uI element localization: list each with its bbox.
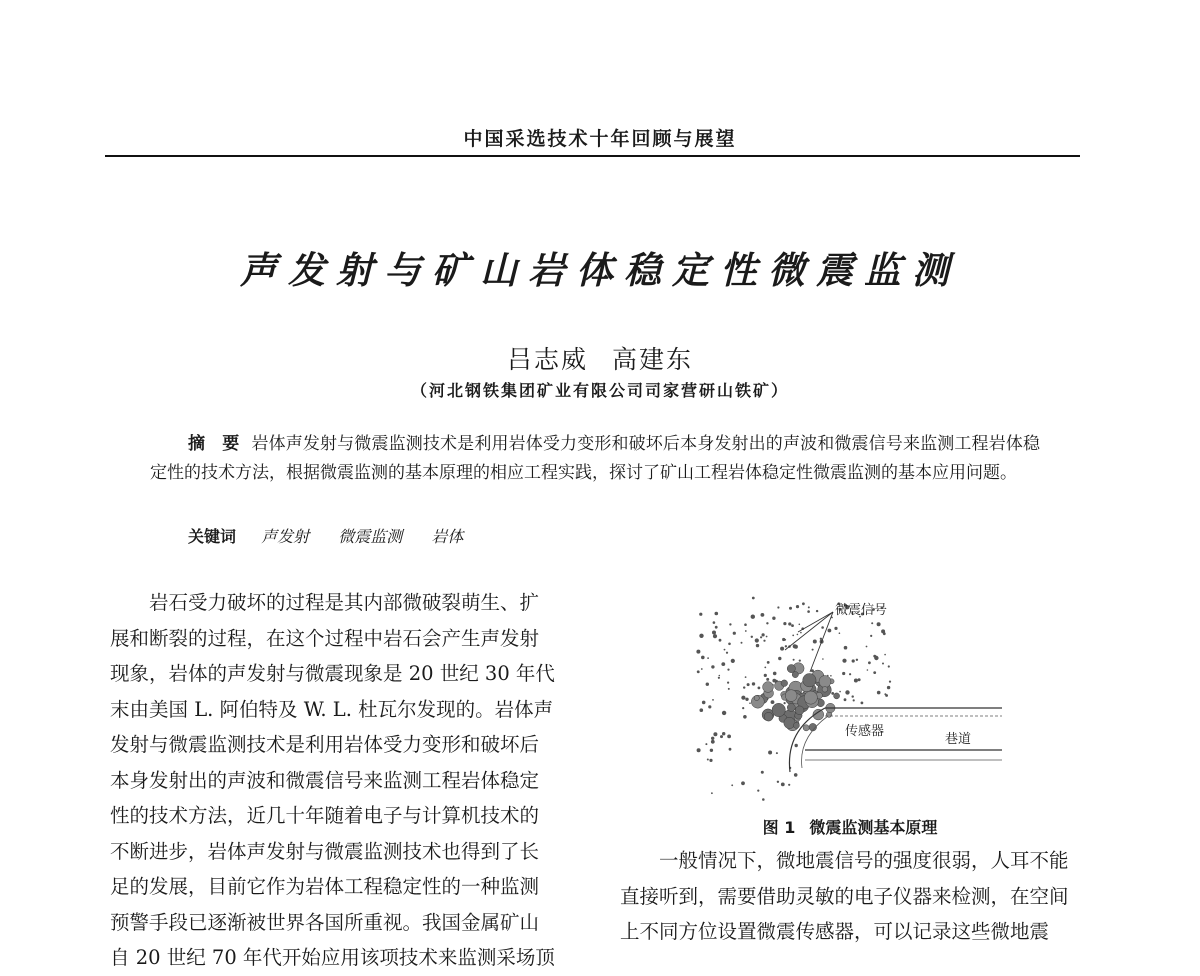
seismic-dot bbox=[866, 646, 868, 648]
seismic-dot bbox=[884, 654, 886, 656]
seismic-dot bbox=[845, 690, 849, 694]
body-line: 自 20 世纪 70 年代开始应用该项技术来监测采场顶 bbox=[110, 946, 555, 969]
seismic-dot bbox=[752, 597, 755, 600]
seismic-cluster-dot bbox=[793, 722, 799, 728]
seismic-dot bbox=[856, 659, 858, 661]
seismic-dot bbox=[700, 708, 704, 712]
seismic-dot bbox=[745, 676, 747, 678]
seismic-dot bbox=[777, 781, 779, 783]
seismic-dot bbox=[761, 771, 764, 774]
seismic-dot bbox=[699, 634, 703, 638]
seismic-dot bbox=[853, 699, 855, 701]
seismic-dot bbox=[711, 737, 714, 740]
seismic-dot bbox=[789, 607, 792, 610]
seismic-dot bbox=[794, 773, 798, 777]
seismic-cluster-dot bbox=[819, 676, 831, 688]
abstract-label: 摘 要 bbox=[188, 434, 240, 454]
seismic-dot bbox=[873, 671, 876, 674]
seismic-dot bbox=[813, 640, 817, 644]
label-tunnel: 巷道 bbox=[945, 732, 972, 747]
seismic-dot bbox=[772, 679, 776, 683]
seismic-dot bbox=[727, 735, 731, 739]
seismic-dot bbox=[781, 783, 785, 787]
seismic-dot bbox=[757, 790, 759, 792]
seismic-dot bbox=[711, 792, 713, 794]
keyword: 岩体 bbox=[431, 527, 464, 546]
seismic-dot bbox=[761, 613, 765, 617]
abstract bbox=[150, 430, 1040, 488]
seismic-dot bbox=[793, 645, 796, 648]
seismic-dot bbox=[772, 617, 775, 620]
seismic-dot bbox=[724, 649, 726, 651]
body-line: 不断进步，岩体声发射与微震监测技术也得到了长 bbox=[110, 839, 540, 863]
keyword: 微震监测 bbox=[338, 527, 403, 546]
seismic-dot bbox=[834, 627, 837, 630]
seismic-dot bbox=[852, 695, 854, 697]
seismic-dot bbox=[767, 661, 770, 664]
seismic-cluster-dot bbox=[803, 674, 816, 687]
seismic-dot bbox=[884, 693, 886, 695]
seismic-cluster-dot bbox=[787, 704, 795, 712]
seismic-dot bbox=[785, 645, 787, 647]
seismic-dot bbox=[711, 740, 715, 744]
figure-caption bbox=[620, 815, 1080, 838]
seismic-dot bbox=[696, 650, 700, 654]
seismic-dot bbox=[792, 635, 794, 637]
seismic-dot bbox=[729, 748, 732, 751]
seismic-dot bbox=[788, 784, 790, 786]
seismic-dot bbox=[741, 642, 743, 644]
seismic-dot bbox=[870, 635, 872, 637]
seismic-dot bbox=[791, 624, 794, 627]
seismic-dot bbox=[766, 678, 769, 681]
seismic-dot bbox=[699, 613, 702, 616]
seismic-dot bbox=[710, 749, 713, 752]
seismic-cluster-dot bbox=[795, 706, 804, 715]
seismic-dot bbox=[793, 659, 795, 661]
seismic-dot bbox=[720, 735, 723, 738]
header-rule bbox=[105, 155, 1080, 157]
affiliation: （河北钢铁集团矿业有限公司司家营研山铁矿） bbox=[410, 381, 789, 400]
seismic-cluster-dot bbox=[804, 691, 817, 704]
seismic-dot bbox=[698, 671, 700, 673]
author-2: 高建东 bbox=[612, 345, 694, 374]
body-line: 岩石受力破坏的过程是其内部微破裂萌生、扩 bbox=[110, 591, 540, 614]
seismic-dot bbox=[715, 626, 718, 629]
authors bbox=[0, 340, 1200, 376]
seismic-dot bbox=[741, 696, 745, 700]
seismic-dot bbox=[709, 759, 712, 762]
seismic-dot bbox=[745, 630, 747, 632]
body-line: 预警手段已逐渐被世界各国所重视。我国金属矿山 bbox=[110, 910, 540, 934]
seismic-dot bbox=[852, 659, 855, 662]
seismic-dot bbox=[705, 743, 707, 745]
seismic-cluster-dot bbox=[787, 665, 795, 673]
seismic-dot bbox=[831, 692, 834, 695]
seismic-dot bbox=[888, 665, 890, 667]
microseismic-dots bbox=[696, 597, 891, 801]
body-left-column bbox=[110, 585, 578, 976]
seismic-dot bbox=[701, 668, 703, 670]
seismic-dot bbox=[764, 674, 767, 677]
seismic-dot bbox=[882, 663, 884, 665]
seismic-dot bbox=[799, 624, 801, 626]
seismic-dot bbox=[747, 683, 750, 686]
seismic-dot bbox=[751, 636, 753, 638]
seismic-dot bbox=[742, 707, 744, 709]
seismic-dot bbox=[731, 659, 735, 663]
seismic-dot bbox=[844, 646, 848, 650]
seismic-dot bbox=[722, 732, 725, 735]
seismic-dot bbox=[697, 748, 701, 752]
body-line: 上不同方位设置微震传感器，可以记录这些微地震 bbox=[620, 920, 1050, 943]
seismic-dot bbox=[763, 640, 765, 642]
keywords bbox=[188, 524, 487, 547]
seismic-dot bbox=[795, 744, 798, 747]
seismic-dot bbox=[722, 711, 726, 715]
seismic-dot bbox=[861, 702, 864, 705]
seismic-dot bbox=[784, 702, 786, 704]
seismic-dot bbox=[718, 677, 720, 679]
seismic-dot bbox=[745, 698, 748, 701]
seismic-dot bbox=[821, 626, 824, 629]
seismic-dot bbox=[762, 633, 765, 636]
seismic-dot bbox=[842, 672, 845, 675]
body-line: 足的发展，目前它作为岩体工程稳定性的一种监测 bbox=[110, 875, 540, 898]
seismic-dot bbox=[713, 732, 717, 736]
body-line: 性的技术方法，近几十年随着电子与计算机技术的 bbox=[110, 804, 540, 827]
seismic-dot bbox=[707, 759, 709, 761]
seismic-dot bbox=[766, 622, 768, 624]
seismic-cluster-dot bbox=[834, 693, 840, 699]
body-line: 本身发射出的声波和微震信号来监测工程岩体稳定 bbox=[110, 768, 540, 792]
label-sensor: 传感器 bbox=[845, 724, 885, 739]
seismic-cluster-dot bbox=[785, 690, 797, 702]
seismic-dot bbox=[877, 691, 881, 695]
seismic-cluster-dot bbox=[754, 695, 759, 700]
seismic-cluster-dot bbox=[803, 725, 809, 731]
seismic-dot bbox=[768, 751, 772, 755]
seismic-dot bbox=[713, 621, 716, 624]
body-line: 展和断裂的过程，在这个过程中岩石会产生声发射 bbox=[110, 626, 540, 650]
seismic-dot bbox=[844, 698, 847, 701]
seismic-dot bbox=[731, 784, 733, 786]
seismic-dot bbox=[752, 682, 755, 685]
seismic-dot bbox=[708, 705, 711, 708]
seismic-dot bbox=[828, 629, 832, 633]
seismic-dot bbox=[778, 657, 781, 660]
seismic-dot bbox=[816, 610, 818, 612]
seismic-dot bbox=[706, 683, 709, 686]
seismic-dot bbox=[721, 662, 725, 666]
seismic-dot bbox=[712, 631, 716, 635]
seismic-dot bbox=[784, 639, 786, 641]
seismic-dot bbox=[842, 659, 846, 663]
seismic-dot bbox=[773, 672, 777, 676]
seismic-dot bbox=[830, 675, 832, 677]
seismic-dot bbox=[854, 679, 858, 683]
body-line: 发射与微震监测技术是利用岩体受力变形和破坏后 bbox=[110, 733, 540, 756]
seismic-dot bbox=[766, 636, 768, 638]
body-line: 直接听到，需要借助灵敏的电子仪器来检测，在空间 bbox=[620, 884, 1069, 908]
seismic-dot bbox=[802, 602, 805, 605]
seismic-dot bbox=[733, 632, 736, 635]
figure-caption-text: 微震监测基本原理 bbox=[809, 818, 938, 837]
figure-number: 图 1 bbox=[762, 818, 796, 837]
seismic-dot bbox=[797, 634, 799, 636]
seismic-dot bbox=[887, 686, 890, 689]
body-line: 一般情况下，微地震信号的强度很弱，人耳不能 bbox=[620, 849, 1069, 872]
seismic-dot bbox=[713, 634, 717, 638]
seismic-dot bbox=[839, 691, 841, 693]
seismic-dot bbox=[764, 667, 766, 669]
seismic-dot bbox=[771, 700, 775, 704]
seismic-dot bbox=[874, 655, 876, 657]
seismic-dot bbox=[744, 623, 747, 626]
seismic-dot bbox=[871, 622, 873, 624]
seismic-dot bbox=[822, 658, 824, 660]
seismic-dot bbox=[796, 605, 799, 608]
running-header: 中国采选技术十年回顾与展望 bbox=[463, 128, 737, 150]
seismic-dot bbox=[849, 673, 851, 675]
label-signal: 微震信号 bbox=[835, 603, 888, 618]
signal-pointer-line bbox=[798, 612, 833, 632]
keyword: 声发射 bbox=[261, 527, 310, 546]
seismic-dot bbox=[749, 702, 751, 704]
seismic-dot bbox=[755, 638, 759, 642]
seismic-dot bbox=[889, 681, 891, 683]
seismic-dot bbox=[780, 647, 784, 651]
article-title: 声发射与矿山岩体稳定性微震监测 bbox=[240, 248, 960, 292]
seismic-dot bbox=[867, 669, 869, 671]
seismic-dot bbox=[858, 678, 861, 681]
seismic-cluster-dot bbox=[764, 712, 773, 721]
seismic-dot bbox=[741, 781, 745, 785]
seismic-cluster-dot bbox=[822, 687, 828, 693]
seismic-dot bbox=[777, 606, 779, 608]
seismic-dot bbox=[807, 610, 810, 613]
seismic-dot bbox=[839, 632, 841, 634]
seismic-dot bbox=[812, 649, 814, 651]
abstract-text: 岩体声发射与微震监测技术是利用岩体受力变形和破坏后本身发射出的声波和微震信号来监测工程岩体稳定性的技术方法，根据微震监测的基本原理的相应工程实践，探讨了矿山工程岩体稳定性微震监测的基本应用问题。 bbox=[150, 434, 1040, 483]
seismic-dot bbox=[756, 644, 759, 647]
seismic-dot bbox=[727, 669, 729, 671]
seismic-dot bbox=[727, 682, 729, 684]
seismic-cluster-dot bbox=[781, 680, 788, 687]
seismic-dot bbox=[729, 623, 731, 625]
seismic-cluster-dot bbox=[784, 717, 795, 728]
figure-microseismic-diagram bbox=[690, 590, 1010, 805]
seismic-dot bbox=[877, 622, 881, 626]
seismic-dot bbox=[711, 665, 714, 668]
author-1: 吕志威 bbox=[506, 345, 588, 374]
seismic-dot bbox=[758, 687, 761, 690]
seismic-dot bbox=[701, 656, 705, 660]
seismic-dot bbox=[776, 752, 778, 754]
seismic-dot bbox=[719, 639, 722, 642]
seismic-dot bbox=[712, 699, 714, 701]
body-line: 现象，岩体的声发射与微震现象是 20 世纪 30 年代 bbox=[110, 662, 555, 685]
seismic-dot bbox=[728, 688, 730, 690]
seismic-dot bbox=[743, 686, 745, 688]
seismic-dot bbox=[762, 798, 765, 801]
seismic-dot bbox=[800, 632, 802, 634]
body-right-column bbox=[620, 843, 1082, 950]
seismic-dot bbox=[783, 622, 786, 625]
seismic-dot bbox=[707, 657, 709, 659]
seismic-cluster-dot bbox=[763, 682, 774, 693]
keywords-label: 关键词 bbox=[188, 527, 237, 546]
seismic-dot bbox=[726, 652, 728, 654]
seismic-dot bbox=[760, 636, 762, 638]
seismic-dot bbox=[719, 675, 721, 677]
seismic-dot bbox=[808, 606, 810, 608]
seismic-dot bbox=[881, 629, 885, 633]
seismic-dot bbox=[715, 612, 719, 616]
seismic-dot bbox=[868, 661, 871, 664]
body-line: 末由美国 L. 阿伯特及 W. L. 杜瓦尔发现的。岩体声 bbox=[110, 697, 554, 721]
seismic-dot bbox=[799, 660, 801, 662]
seismic-dot bbox=[788, 622, 791, 625]
seismic-cluster-dot bbox=[772, 703, 785, 716]
seismic-dot bbox=[702, 701, 706, 705]
seismic-dot bbox=[743, 715, 747, 719]
seismic-dot bbox=[728, 643, 731, 646]
seismic-dot bbox=[751, 615, 755, 619]
